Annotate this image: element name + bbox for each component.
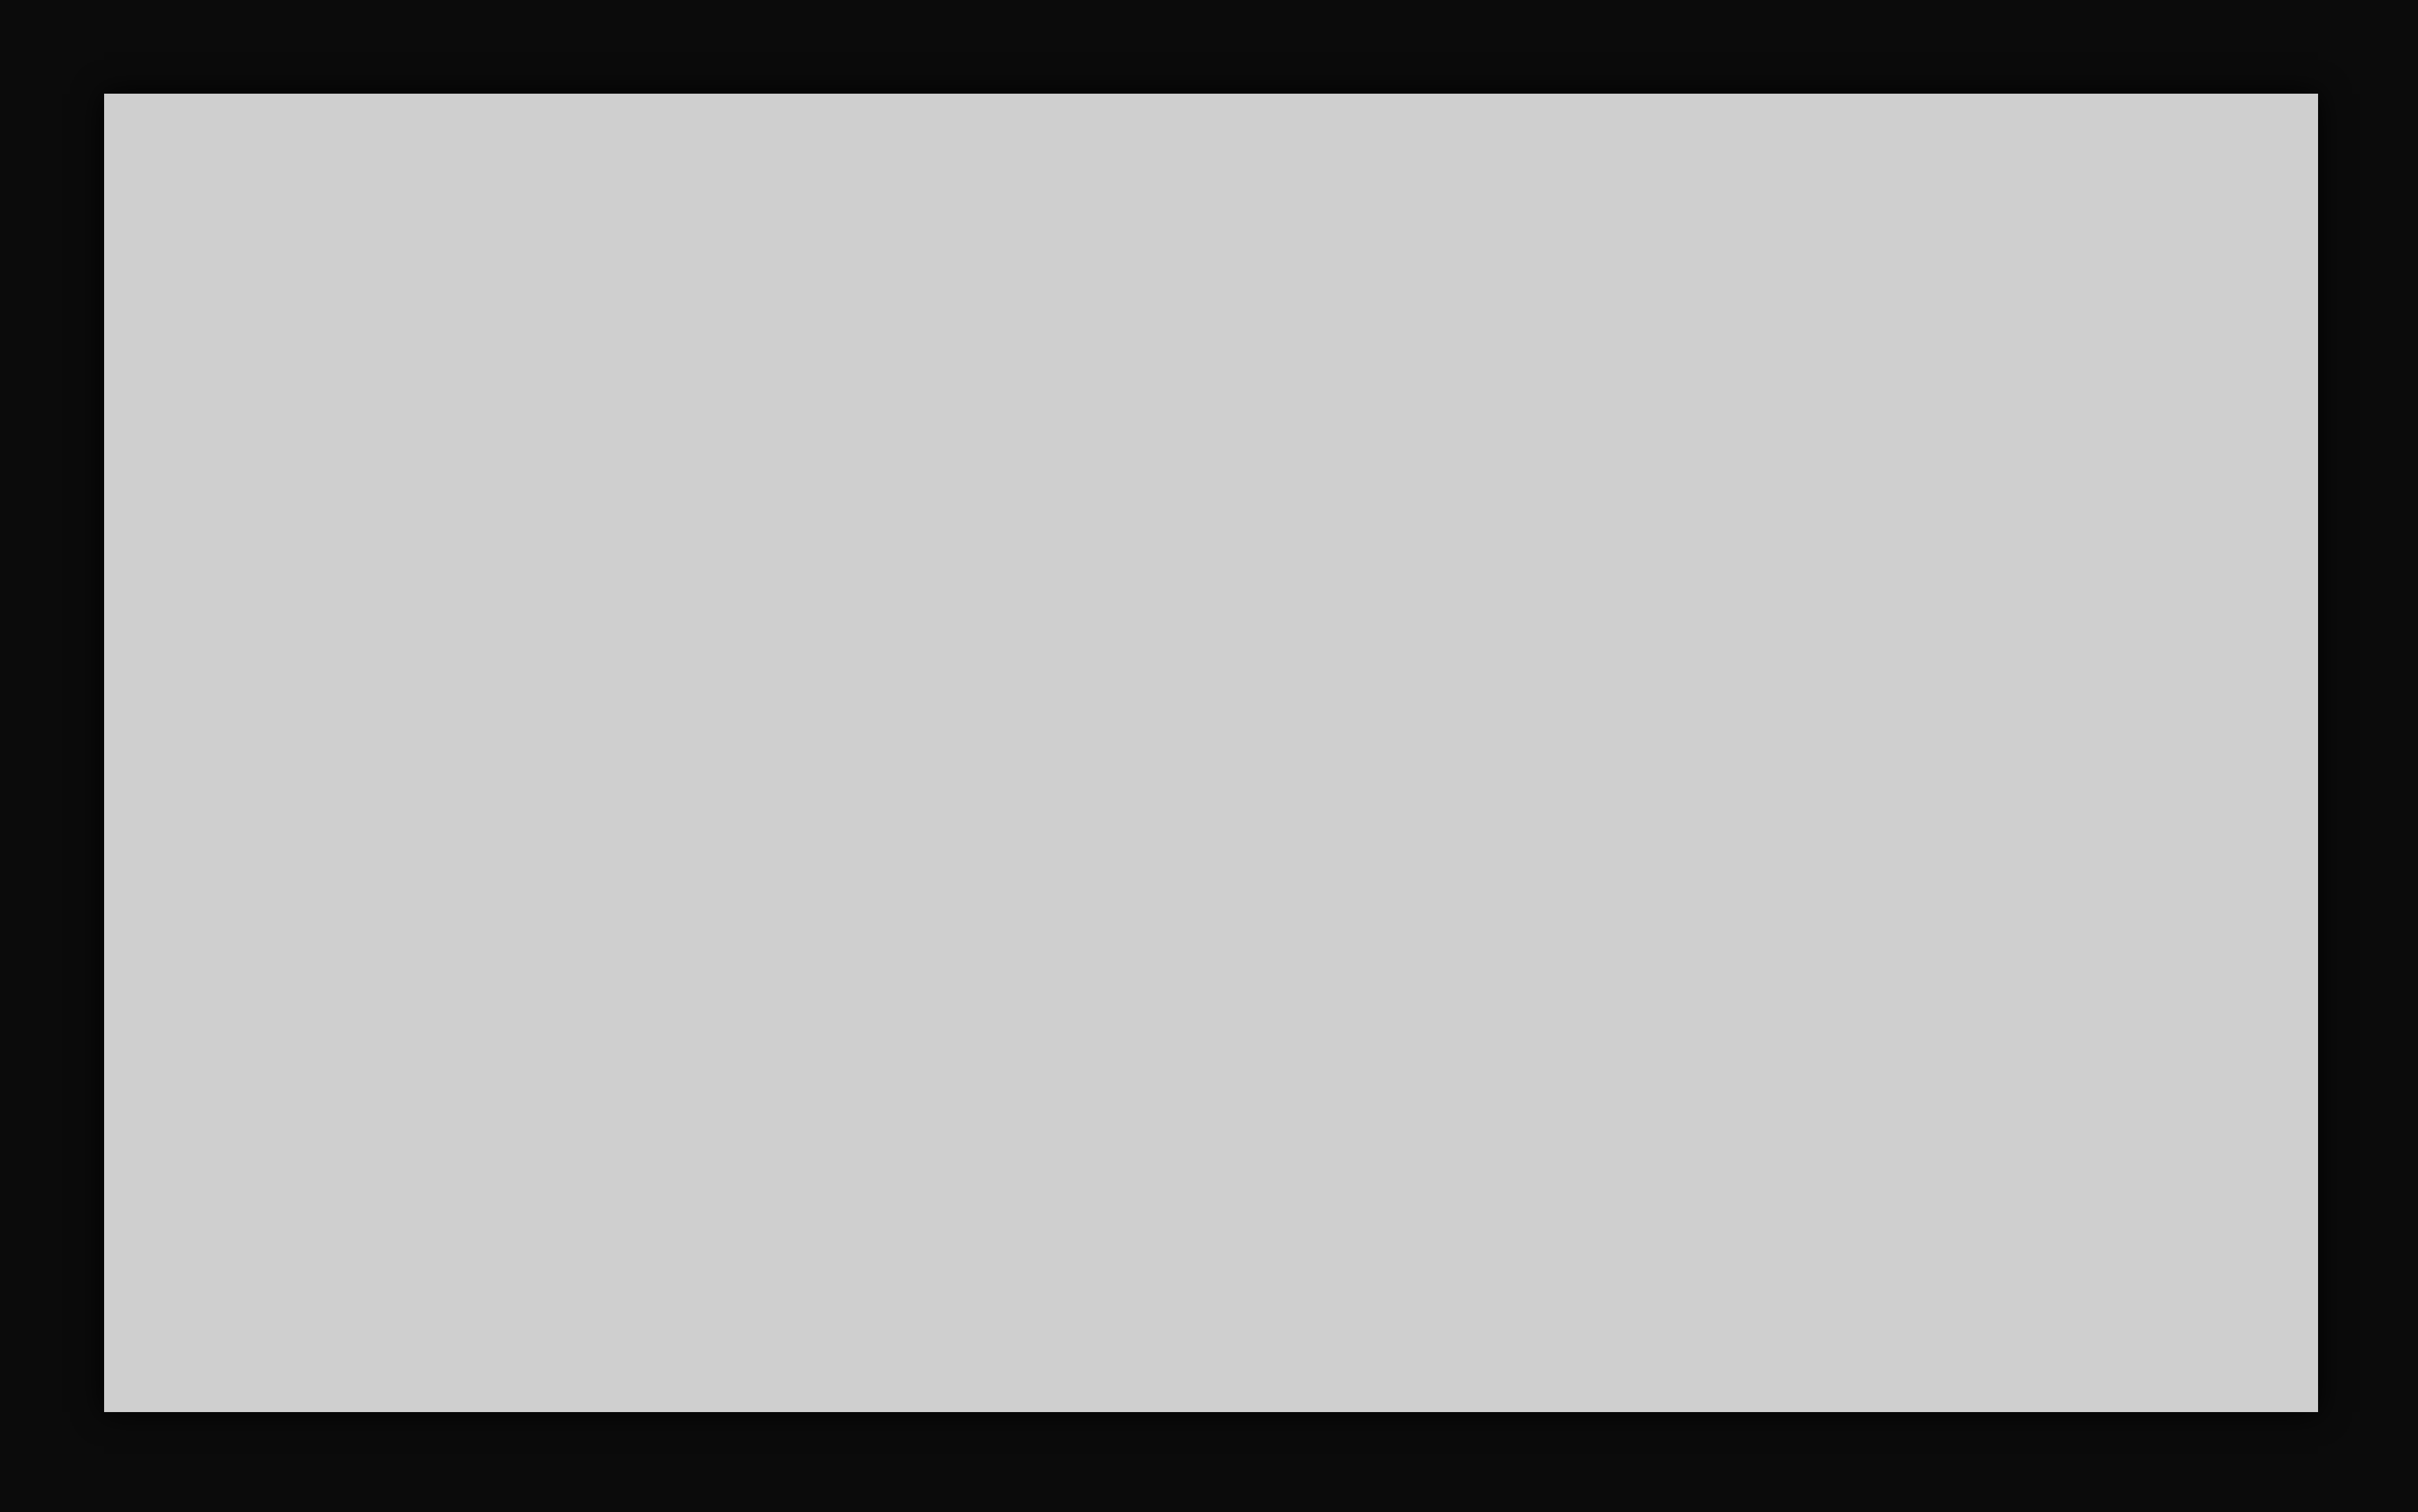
census-form — [104, 94, 2318, 1412]
census-card — [104, 94, 2318, 1412]
